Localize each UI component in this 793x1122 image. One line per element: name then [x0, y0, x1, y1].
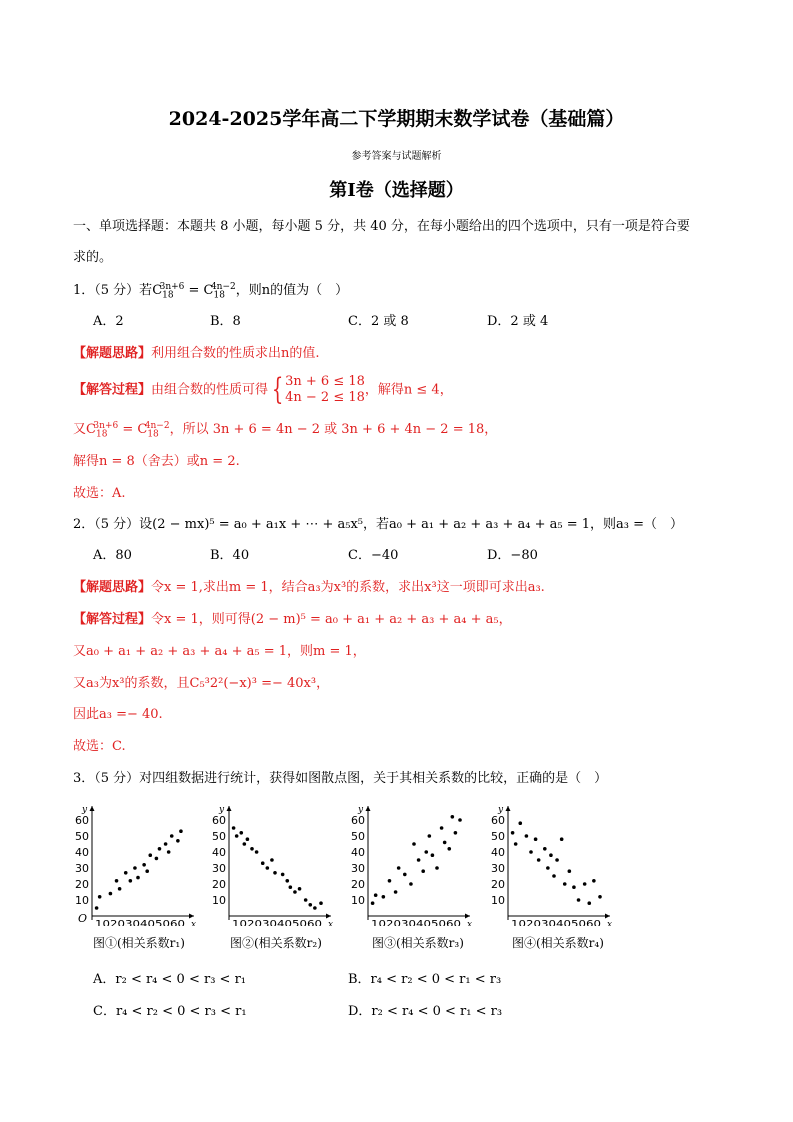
- data-point: [98, 895, 102, 899]
- data-point: [136, 876, 140, 880]
- data-point: [115, 879, 119, 883]
- q2-line-4: 又a₃为x³的系数，且C₅³2²(−x)³ =− 40x³，: [73, 676, 330, 691]
- data-point: [428, 834, 432, 838]
- data-point: [374, 893, 378, 897]
- q1-sys-line-1: 3n + 6 ≤ 18: [285, 374, 365, 389]
- y-tick-label: 20: [75, 878, 89, 891]
- y-tick-label: 50: [75, 830, 89, 843]
- scatter-plot-2: [207, 800, 335, 926]
- data-point: [529, 850, 533, 854]
- data-point: [109, 892, 113, 896]
- data-point: [451, 815, 455, 819]
- y-tick-label: 10: [75, 894, 89, 907]
- q2-idea: [73, 578, 545, 598]
- y-tick-label: 40: [491, 846, 505, 859]
- y-tick-label: 30: [351, 862, 365, 875]
- q2-line-5: 因此a₃ =− 40.: [73, 707, 163, 722]
- q1-option-d[interactable]: D．2 或 4: [487, 314, 549, 329]
- q1-inequality-system: [285, 374, 365, 406]
- q3-option-c[interactable]: C．r₄ < r₂ < 0 < r₃ < r₁: [93, 1004, 247, 1019]
- data-point: [142, 863, 146, 867]
- q2-process: [73, 610, 512, 630]
- q2-proc-text: 令x = 1，则可得(2 − m)⁵ = a₀ + a₁ + a₂ + a₃ + a₄ + a₅，: [151, 612, 512, 627]
- y-axis-arrow-icon: [227, 806, 232, 811]
- data-point: [403, 873, 407, 877]
- data-point: [382, 895, 386, 899]
- data-point: [511, 831, 515, 835]
- data-point: [145, 869, 149, 873]
- q2-option-b[interactable]: B．40: [210, 548, 250, 563]
- data-point: [255, 850, 259, 854]
- y-tick-label: 60: [75, 814, 89, 827]
- data-point: [95, 906, 99, 910]
- data-point: [458, 818, 462, 822]
- data-point: [454, 831, 458, 835]
- data-point: [534, 837, 538, 841]
- data-point: [243, 842, 247, 846]
- q1-stem: [73, 281, 348, 301]
- q2-line-3: 又a₀ + a₁ + a₂ + a₃ + a₄ + a₅ = 1，则m = 1，: [73, 644, 366, 659]
- y-tick-label: 20: [351, 878, 365, 891]
- q3-option-b[interactable]: B．r₄ < r₂ < 0 < r₁ < r₃: [348, 972, 502, 987]
- data-point: [537, 858, 541, 862]
- q1-proc-post: ，解得n ≤ 4，: [364, 382, 453, 398]
- data-point: [577, 898, 581, 902]
- data-point: [285, 879, 289, 883]
- data-point: [417, 858, 421, 862]
- data-point: [176, 839, 180, 843]
- data-point: [424, 850, 428, 854]
- q2-proc-label: 【解答过程】: [73, 612, 152, 627]
- data-point: [167, 850, 171, 854]
- y-tick-label: 50: [212, 830, 226, 843]
- data-point: [273, 871, 277, 875]
- scatter-plot-3: [346, 800, 474, 926]
- x-axis-arrow-icon: [605, 914, 610, 919]
- data-point: [124, 871, 128, 875]
- plot-caption-2: 图②(相关系数r₂): [230, 936, 322, 950]
- data-point: [235, 834, 239, 838]
- data-point: [298, 887, 302, 891]
- data-point: [129, 879, 133, 883]
- page-title: 2024-2025学年高二下学期期末数学试卷（基础篇）: [168, 108, 625, 130]
- x-tick-labels: 102030405060: [511, 919, 601, 926]
- data-point: [394, 890, 398, 894]
- data-point: [232, 826, 236, 830]
- q2-idea-text: 令x = 1,求出m = 1，结合a₃为x³的系数，求出x³这一项即可求出a₃.: [151, 580, 545, 595]
- data-point: [421, 869, 425, 873]
- y-tick-label: 60: [212, 814, 226, 827]
- section-heading: 第Ⅰ卷（选择题）: [329, 180, 464, 201]
- data-point: [289, 885, 293, 889]
- data-point: [447, 847, 451, 851]
- plot-caption-3: 图③(相关系数r₃): [372, 936, 464, 950]
- y-axis-arrow-icon: [366, 806, 371, 811]
- q2-idea-label: 【解题思路】: [73, 580, 152, 595]
- data-point: [518, 821, 522, 825]
- intro-line-2: 求的。: [73, 250, 113, 265]
- data-point: [308, 903, 312, 907]
- y-tick-label: 60: [351, 814, 365, 827]
- y-tick-label: 20: [212, 878, 226, 891]
- x-axis-label: x: [328, 920, 334, 926]
- y-tick-label: 30: [212, 862, 226, 875]
- data-point: [133, 866, 137, 870]
- q1-option-c[interactable]: C．2 或 8: [348, 314, 409, 329]
- data-point: [568, 869, 572, 873]
- y-tick-label: 30: [75, 862, 89, 875]
- q2-option-c[interactable]: C．−40: [348, 548, 399, 563]
- q1-line-3: [73, 420, 497, 440]
- y-tick-label: 10: [491, 894, 505, 907]
- y-tick-label: 40: [212, 846, 226, 859]
- q1-stem-tail: ，则n的值为（ ）: [235, 283, 349, 298]
- y-tick-label: 60: [491, 814, 505, 827]
- data-point: [261, 861, 265, 865]
- data-point: [514, 842, 518, 846]
- q1-idea-text: 利用组合数的性质求出n的值.: [151, 346, 320, 361]
- x-axis-label: x: [607, 920, 613, 926]
- x-axis-label: x: [467, 920, 473, 926]
- data-point: [179, 829, 183, 833]
- q1-condition: $C_{18}^{3n+6} = C_{18}^{4n-2}$: [152, 281, 236, 301]
- x-axis-arrow-icon: [189, 914, 194, 919]
- q1-line3-post: ，所以 3n + 6 = 4n − 2 或 3n + 6 + 4n − 2 = 18，: [169, 422, 498, 437]
- y-tick-label: 50: [351, 830, 365, 843]
- y-tick-label: 30: [491, 862, 505, 875]
- x-tick-labels: 102030405060: [95, 919, 185, 926]
- q1-number: 1．（5 分）若: [73, 283, 153, 298]
- x-tick-labels: 102030405060: [232, 919, 322, 926]
- data-point: [546, 866, 550, 870]
- y-tick-label: 10: [212, 894, 226, 907]
- y-axis-label: y: [358, 805, 364, 815]
- x-axis-arrow-icon: [465, 914, 470, 919]
- data-point: [371, 901, 375, 905]
- y-tick-label: 20: [491, 878, 505, 891]
- data-point: [118, 887, 122, 891]
- data-point: [313, 906, 317, 910]
- data-point: [431, 853, 435, 857]
- y-axis-label: y: [498, 805, 504, 815]
- plot-caption-4: 图④(相关系数r₄): [512, 936, 604, 950]
- data-point: [158, 847, 162, 851]
- q3-stem: 3．（5 分）对四组数据进行统计，获得如图散点图，关于其相关系数的比较，正确的是（ ）: [73, 771, 608, 786]
- q3-option-d[interactable]: D．r₂ < r₄ < 0 < r₁ < r₃: [348, 1004, 503, 1019]
- q2-answer: 故选：C.: [73, 739, 126, 754]
- data-point: [164, 842, 168, 846]
- data-point: [552, 874, 556, 878]
- origin-label: O: [78, 912, 88, 925]
- data-point: [319, 901, 323, 905]
- y-tick-label: 40: [75, 846, 89, 859]
- x-axis-label: x: [191, 920, 197, 926]
- y-axis-label: y: [219, 805, 225, 815]
- y-tick-label: 40: [351, 846, 365, 859]
- data-point: [583, 882, 587, 886]
- data-point: [412, 842, 416, 846]
- data-point: [170, 834, 174, 838]
- data-point: [555, 858, 559, 862]
- data-point: [587, 901, 591, 905]
- data-point: [435, 866, 439, 870]
- data-point: [440, 826, 444, 830]
- data-point: [155, 857, 159, 861]
- data-point: [409, 882, 413, 886]
- q1-proc-pre: 由组合数的性质可得: [151, 382, 269, 398]
- data-point: [563, 882, 567, 886]
- q1-line-4: 解得n = 8（舍去）或n = 2.: [73, 454, 240, 469]
- q2-option-d[interactable]: D．−80: [487, 548, 538, 563]
- intro-line-1: 一、单项选择题：本题共 8 小题，每小题 5 分，共 40 分，在每小题给出的四个选项中，只有一项是符合要: [73, 219, 690, 234]
- q3-option-a[interactable]: A．r₂ < r₄ < 0 < r₃ < r₁: [93, 972, 246, 987]
- q1-proc-label: 【解答过程】: [73, 382, 152, 398]
- y-axis-arrow-icon: [506, 806, 511, 811]
- q1-option-b[interactable]: B．8: [210, 314, 241, 329]
- data-point: [598, 895, 602, 899]
- scatter-plot-1: [70, 800, 198, 926]
- q1-line3-pre: 又: [73, 422, 87, 437]
- x-axis-arrow-icon: [326, 914, 331, 919]
- q1-option-a[interactable]: A．2: [93, 314, 124, 329]
- q1-sys-line-2: 4n − 2 ≤ 18: [285, 390, 365, 405]
- data-point: [592, 879, 596, 883]
- scatter-plot-4: [486, 800, 614, 926]
- q1-idea-label: 【解题思路】: [73, 346, 152, 361]
- data-point: [560, 837, 564, 841]
- data-point: [270, 858, 274, 862]
- data-point: [543, 847, 547, 851]
- data-point: [266, 866, 270, 870]
- data-point: [572, 885, 576, 889]
- data-point: [239, 831, 243, 835]
- y-axis-label: y: [82, 805, 88, 815]
- data-point: [397, 866, 401, 870]
- data-point: [281, 873, 285, 877]
- data-point: [388, 879, 392, 883]
- data-point: [250, 847, 254, 851]
- q1-answer: 故选：A.: [73, 486, 126, 501]
- x-tick-labels: 102030405060: [371, 919, 461, 926]
- data-point: [148, 853, 152, 857]
- q1-line3-eq: $C_{18}^{3n+6} = C_{18}^{4n-2}$: [86, 420, 170, 440]
- page-subtitle: 参考答案与试题解析: [351, 151, 442, 162]
- data-point: [246, 837, 250, 841]
- brace-icon: {: [271, 372, 284, 407]
- data-point: [525, 834, 529, 838]
- data-point: [293, 890, 297, 894]
- q1-process: [73, 374, 453, 406]
- data-point: [549, 853, 553, 857]
- y-tick-label: 10: [351, 894, 365, 907]
- plot-caption-1: 图①(相关系数r₁): [93, 936, 185, 950]
- y-tick-label: 50: [491, 830, 505, 843]
- q2-stem: 2．（5 分）设(2 − mx)⁵ = a₀ + a₁x + ⋯ + a₅x⁵，若a₀ + a₁ + a₂ + a₃ + a₄ + a₅ = 1，则a₃ =（ ）: [73, 517, 683, 532]
- q2-option-a[interactable]: A．80: [93, 548, 132, 563]
- data-point: [304, 898, 308, 902]
- data-point: [443, 841, 447, 845]
- q1-idea: [73, 344, 320, 364]
- y-axis-arrow-icon: [90, 806, 95, 811]
